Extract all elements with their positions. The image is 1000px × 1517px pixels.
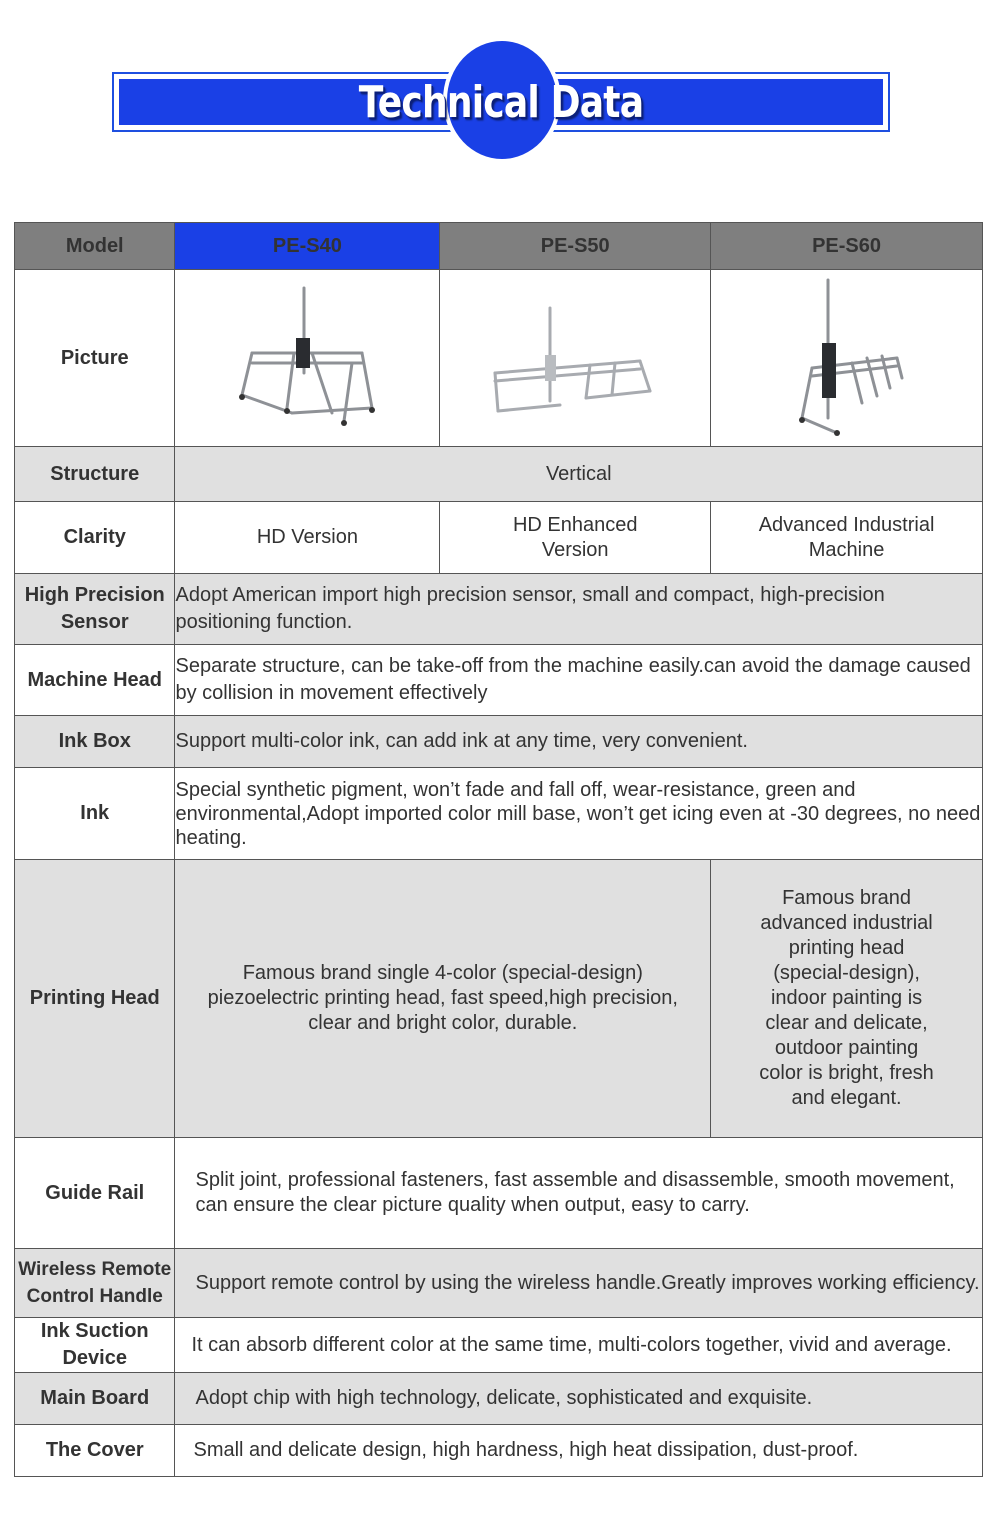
printing-head-row <box>15 860 983 1138</box>
spec-row <box>15 1138 983 1249</box>
row-label: Ink <box>15 768 175 860</box>
picture-pe-s40 <box>175 270 440 447</box>
row-label: Wireless Remote Control Handle <box>15 1249 175 1318</box>
structure-value: Vertical <box>175 447 983 502</box>
picture-pe-s60 <box>711 270 983 447</box>
page-title: Technical Data <box>358 76 644 128</box>
model-header: Model <box>15 223 175 270</box>
row-value: Adopt chip with high technology, delicate, sophisticated and exquisite. <box>175 1373 983 1425</box>
structure-label: Structure <box>15 447 175 502</box>
printer-image-s40 <box>232 283 382 433</box>
row-label: Guide Rail <box>15 1138 175 1249</box>
picture-label: Picture <box>15 270 175 447</box>
model-pe-s40: PE-S40 <box>175 223 440 270</box>
row-value: Support multi-color ink, can add ink at any time, very convenient. <box>175 716 983 768</box>
spec-row <box>15 574 983 645</box>
picture-row <box>15 270 983 447</box>
row-value: Split joint, professional fasteners, fast assemble and disassemble, smooth movement, can ensure the clear picture quality when output, easy to carry. <box>175 1138 983 1249</box>
row-label: The Cover <box>15 1425 175 1477</box>
structure-row <box>15 447 983 502</box>
spec-row <box>15 716 983 768</box>
row-value: Small and delicate design, high hardness, high heat dissipation, dust-proof. <box>175 1425 983 1477</box>
picture-pe-s50 <box>440 270 711 447</box>
printing-head-s40-s50: Famous brand single 4-color (special-design) piezoelectric printing head, fast speed,high precision, clear and bright color, durable. <box>175 860 711 1138</box>
row-value: It can absorb different color at the same time, multi-colors together, vivid and average. <box>175 1318 983 1373</box>
spec-row <box>15 1318 983 1373</box>
printer-image-s60 <box>772 278 922 438</box>
spec-row <box>15 1249 983 1318</box>
row-label: Machine Head <box>15 645 175 716</box>
printing-head-s60: Famous brand advanced industrial printing head (special-design), indoor painting is clear and delicate, outdoor painting color is bright, fresh and elegant. <box>711 860 983 1138</box>
row-value: Separate structure, can be take-off from the machine easily.can avoid the damage caused by collision in movement effectively <box>175 645 983 716</box>
model-pe-s60: PE-S60 <box>711 223 983 270</box>
model-pe-s50: PE-S50 <box>440 223 711 270</box>
spec-row <box>15 1425 983 1477</box>
row-label: High Precision Sensor <box>15 574 175 645</box>
clarity-pe-s50: HD Enhanced Version <box>440 502 711 574</box>
printer-image-s50 <box>490 283 660 433</box>
row-value: Special synthetic pigment, won’t fade and fall off, wear-resistance, green and environmental,Adopt imported color mill base, won’t get icing even at -30 degrees, no need heating. <box>175 768 983 860</box>
clarity-row <box>15 502 983 574</box>
row-label: Ink Box <box>15 716 175 768</box>
spec-row <box>15 768 983 860</box>
spec-table <box>14 222 983 1477</box>
printing-head-label: Printing Head <box>15 860 175 1138</box>
row-value: Support remote control by using the wireless handle.Greatly improves working efficiency. <box>175 1249 983 1318</box>
row-label: Main Board <box>15 1373 175 1425</box>
clarity-pe-s40: HD Version <box>175 502 440 574</box>
spec-row <box>15 1373 983 1425</box>
clarity-pe-s60: Advanced Industrial Machine <box>711 502 983 574</box>
row-value: Adopt American import high precision sensor, small and compact, high-precision positioning function. <box>175 574 983 645</box>
row-label: Ink Suction Device <box>15 1318 175 1373</box>
header-row <box>15 223 983 270</box>
spec-row <box>15 645 983 716</box>
clarity-label: Clarity <box>15 502 175 574</box>
